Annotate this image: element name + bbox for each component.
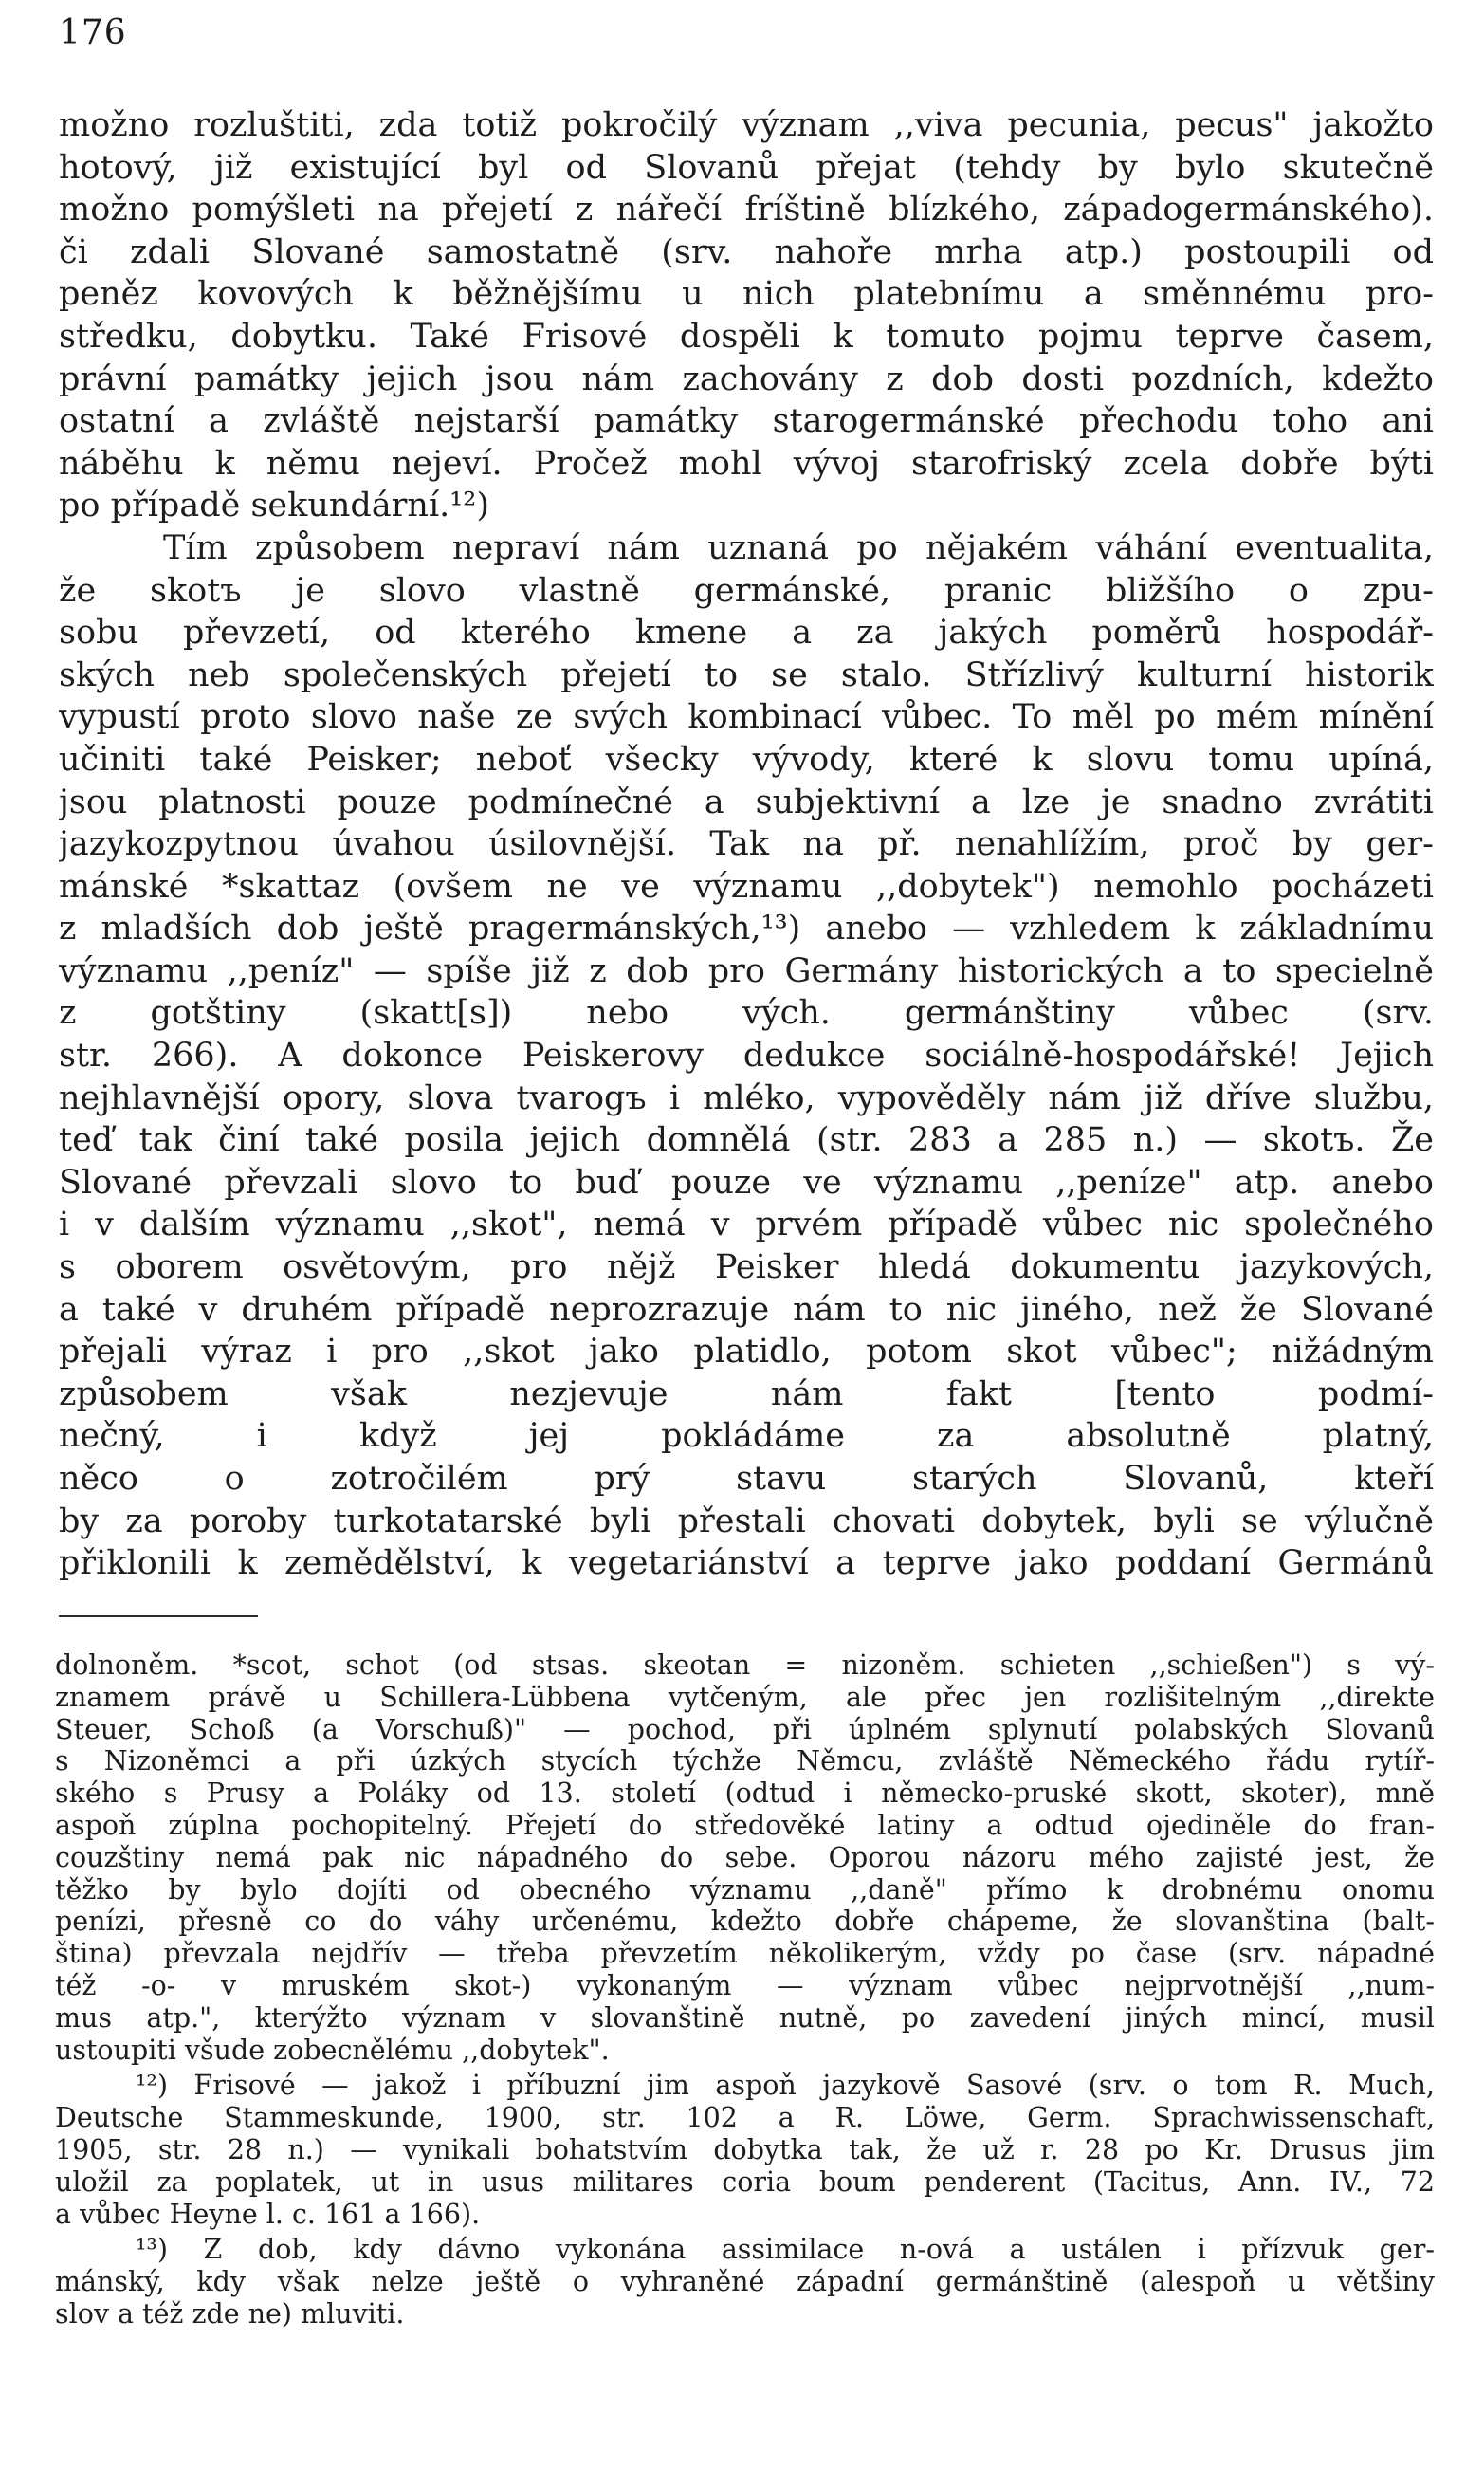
footnote-line: Deutsche Stammeskunde, 1900, str. 102 a R. Löwe, Germ. Sprachwissenschaft, — [55, 2102, 1435, 2134]
footnote-line: těžko by bylo dojíti od obecného významu ,,daně" přímo k drobnému onomu — [55, 1873, 1435, 1906]
text-line: teď tak činí také posila jejich domnělá (str. 283 a 285 n.) — skotъ. Že — [59, 1121, 1434, 1160]
text-line: po případě sekundární.¹²) — [59, 487, 489, 525]
footnote-line: ština) převzala nejdřív — třeba převzetím několikerým, vždy po čase (srv. nápadné — [55, 1938, 1435, 1970]
footnote-line: znamem právě u Schillera-Lübbena vytčeným, ale přec jen rozlišitelným ,,direkte — [55, 1681, 1435, 1713]
text-line: str. 266). A dokonce Peiskerovy dedukce sociálně-hospodářské! Jejich — [59, 1037, 1434, 1076]
text-line: přiklonili k zemědělství, k vegetariánství a teprve jako poddaní Germánů — [59, 1544, 1434, 1583]
footnote-line: též -o- v mruském skot-) vykonaným — význam vůbec nejprvotnější ,,num- — [55, 1969, 1435, 2001]
text-line: možno rozluštiti, zda totiž pokročilý význam ,,viva pecunia, pecus" jakožto — [59, 106, 1434, 144]
footnote-line: dolnoněm. *scot, schot (od stsas. skeotan = nizoněm. schieten ,,schießen") s vý- — [55, 1649, 1435, 1681]
footnotes — [55, 1646, 1435, 2330]
text-line: peněz kovových k běžnějšímu u nich platebnímu a směnnému pro- — [59, 275, 1434, 314]
text-line: či zdali Slované samostatně (srv. nahoře mrha atp.) postoupili od — [59, 232, 1434, 271]
text-line: by za poroby turkotatarské byli přestali chovati dobytek, byli se výlučně — [59, 1501, 1434, 1540]
footnote-line: mánský, kdy však nelze ještě o vyhraněné západní germánštině (alespoň u většiny — [55, 2266, 1435, 2298]
text-line: hotový, již existující byl od Slovanů přejat (tehdy by bylo skutečně — [59, 148, 1434, 187]
text-line: nečný, i když jej pokládáme za absolutně platný, — [59, 1417, 1434, 1456]
text-line: a také v druhém případě neprozrazuje nám to nic jiného, než že Slované — [59, 1290, 1434, 1329]
footnote-line: 1905, str. 28 n.) — vynikali bohatstvím dobytka tak, že už r. 28 po Kr. Drusus jim — [55, 2133, 1435, 2165]
footnote-line: ¹²) Frisové — jakož i příbuzní jim aspoň jazykově Sasové (srv. o tom R. Much, — [136, 2070, 1435, 2102]
footnote-continuation — [55, 1649, 1435, 2066]
footnote-line: penízi, přesně co do váhy určenému, kdežto dobře chápeme, že slovanština (balt- — [55, 1906, 1435, 1938]
text-line: nejhlavnější opory, slova tvarogъ i mléko, vypověděly nám již dříve službu, — [59, 1078, 1434, 1117]
text-line: přejali výraz i pro ,,skot jako platidlo, potom skot vůbec"; nižádným — [59, 1333, 1434, 1372]
text-line: možno pomýšleti na přejetí z nářečí fríštině blízkého, západogermánského). — [59, 191, 1434, 230]
footnote-line: slov a též zde ne) mluviti. — [55, 2297, 405, 2330]
text-line: učiniti také Peisker; neboť všecky vývody, které k slovu tomu upíná, — [59, 740, 1434, 779]
text-line: středku, dobytku. Také Frisové dospěli k tomuto pojmu teprve časem, — [59, 317, 1434, 356]
text-line: že skotъ je slovo vlastně germánské, pranic bližšího o zpu- — [59, 571, 1434, 610]
footnote-line: mus atp.", kterýžto význam v slovanštině nutně, po zavedení jiných mincí, musil — [55, 2001, 1435, 2034]
footnote-12 — [55, 2070, 1435, 2230]
text-line: s oborem osvětovým, pro nějž Peisker hledá dokumentu jazykových, — [59, 1248, 1434, 1287]
text-line: něco o zotročilém prý stavu starých Slovanů, kteří — [59, 1460, 1434, 1498]
text-line: sobu převzetí, od kterého kmene a za jakých poměrů hospodář- — [59, 614, 1434, 653]
footnote-line: couzštiny nemá pak nic nápadného do sebe. Oporou názoru mého zajisté jest, že — [55, 1841, 1435, 1873]
page-number: 176 — [59, 13, 127, 52]
text-line: i v dalším významu ,,skot", nemá v prvém případě vůbec nic společného — [59, 1206, 1434, 1244]
text-line: významu ,,peníz" — spíše již z dob pro Germány historických a to specielně — [59, 951, 1434, 990]
footnote-line: Steuer, Schoß (a Vorschuß)" — pochod, při úplném splynutí polabských Slovanů — [55, 1713, 1435, 1745]
text-line: vypustí proto slovo naše ze svých kombinací vůbec. To měl po mém mínění — [59, 698, 1434, 737]
text-line: z mladších dob ještě pragermánských,¹³) anebo — vzhledem k základnímu — [59, 910, 1434, 949]
footnote-line: a vůbec Heyne l. c. 161 a 166). — [55, 2198, 481, 2230]
footnote-separator — [59, 1615, 258, 1617]
footnote-13 — [55, 2234, 1435, 2330]
footnote-line: ského s Prusy a Poláky od 13. století (odtud i německo-pruské skott, skoter), mně — [55, 1778, 1435, 1810]
footnote-line: ustoupiti všude zobecnělému ,,dobytek". — [55, 2034, 610, 2066]
text-line: způsobem však nezjevuje nám fakt [tento podmí- — [59, 1374, 1434, 1413]
text-line: právní památky jejich jsou nám zachovány z dob dosti pozdních, kdežto — [59, 359, 1434, 398]
footnote-line: s Nizoněmci a při úzkých stycích týchže Němcu, zvláště Německého řádu rytíř- — [55, 1745, 1435, 1778]
text-line: z gotštiny (skatt[s]) nebo vých. germánštiny vůbec (srv. — [59, 994, 1434, 1033]
text-line: náběhu k němu nejeví. Pročež mohl vývoj starofriský zcela dobře býti — [59, 444, 1434, 483]
text-line: Slované převzali slovo to buď pouze ve významu ,,peníze" atp. anebo — [59, 1163, 1434, 1202]
text-line: ských neb společenských přejetí to se stalo. Střízlivý kulturní historik — [59, 655, 1434, 694]
text-line-paragraph-start: Tím způsobem nepraví nám uznaná po nějakém váhání eventualita, — [163, 528, 1434, 567]
text-line: mánské *skattaz (ovšem ne ve významu ,,dobytek") nemohlo pocházeti — [59, 867, 1434, 906]
footnote-line: aspoň zúplna pochopitelný. Přejetí do středověké latiny a odtud ojediněle do fran- — [55, 1809, 1435, 1841]
footnote-line: ¹³) Z dob, kdy dávno vykonána assimilace n-ová a ustálen i přízvuk ger- — [136, 2234, 1435, 2266]
text-line: jsou platnosti pouze podmínečné a subjektivní a lze je snadno zvrátiti — [59, 783, 1434, 821]
main-text — [59, 104, 1434, 1585]
footnote-line: uložil za poplatek, ut in usus militares coria boum penderent (Tacitus, Ann. IV., 72 — [55, 2165, 1435, 2198]
text-line: jazykozpytnou úvahou úsilovnější. Tak na př. nenahlížím, proč by ger- — [59, 825, 1434, 864]
text-line: ostatní a zvláště nejstarší památky starogermánské přechodu toho ani — [59, 402, 1434, 441]
